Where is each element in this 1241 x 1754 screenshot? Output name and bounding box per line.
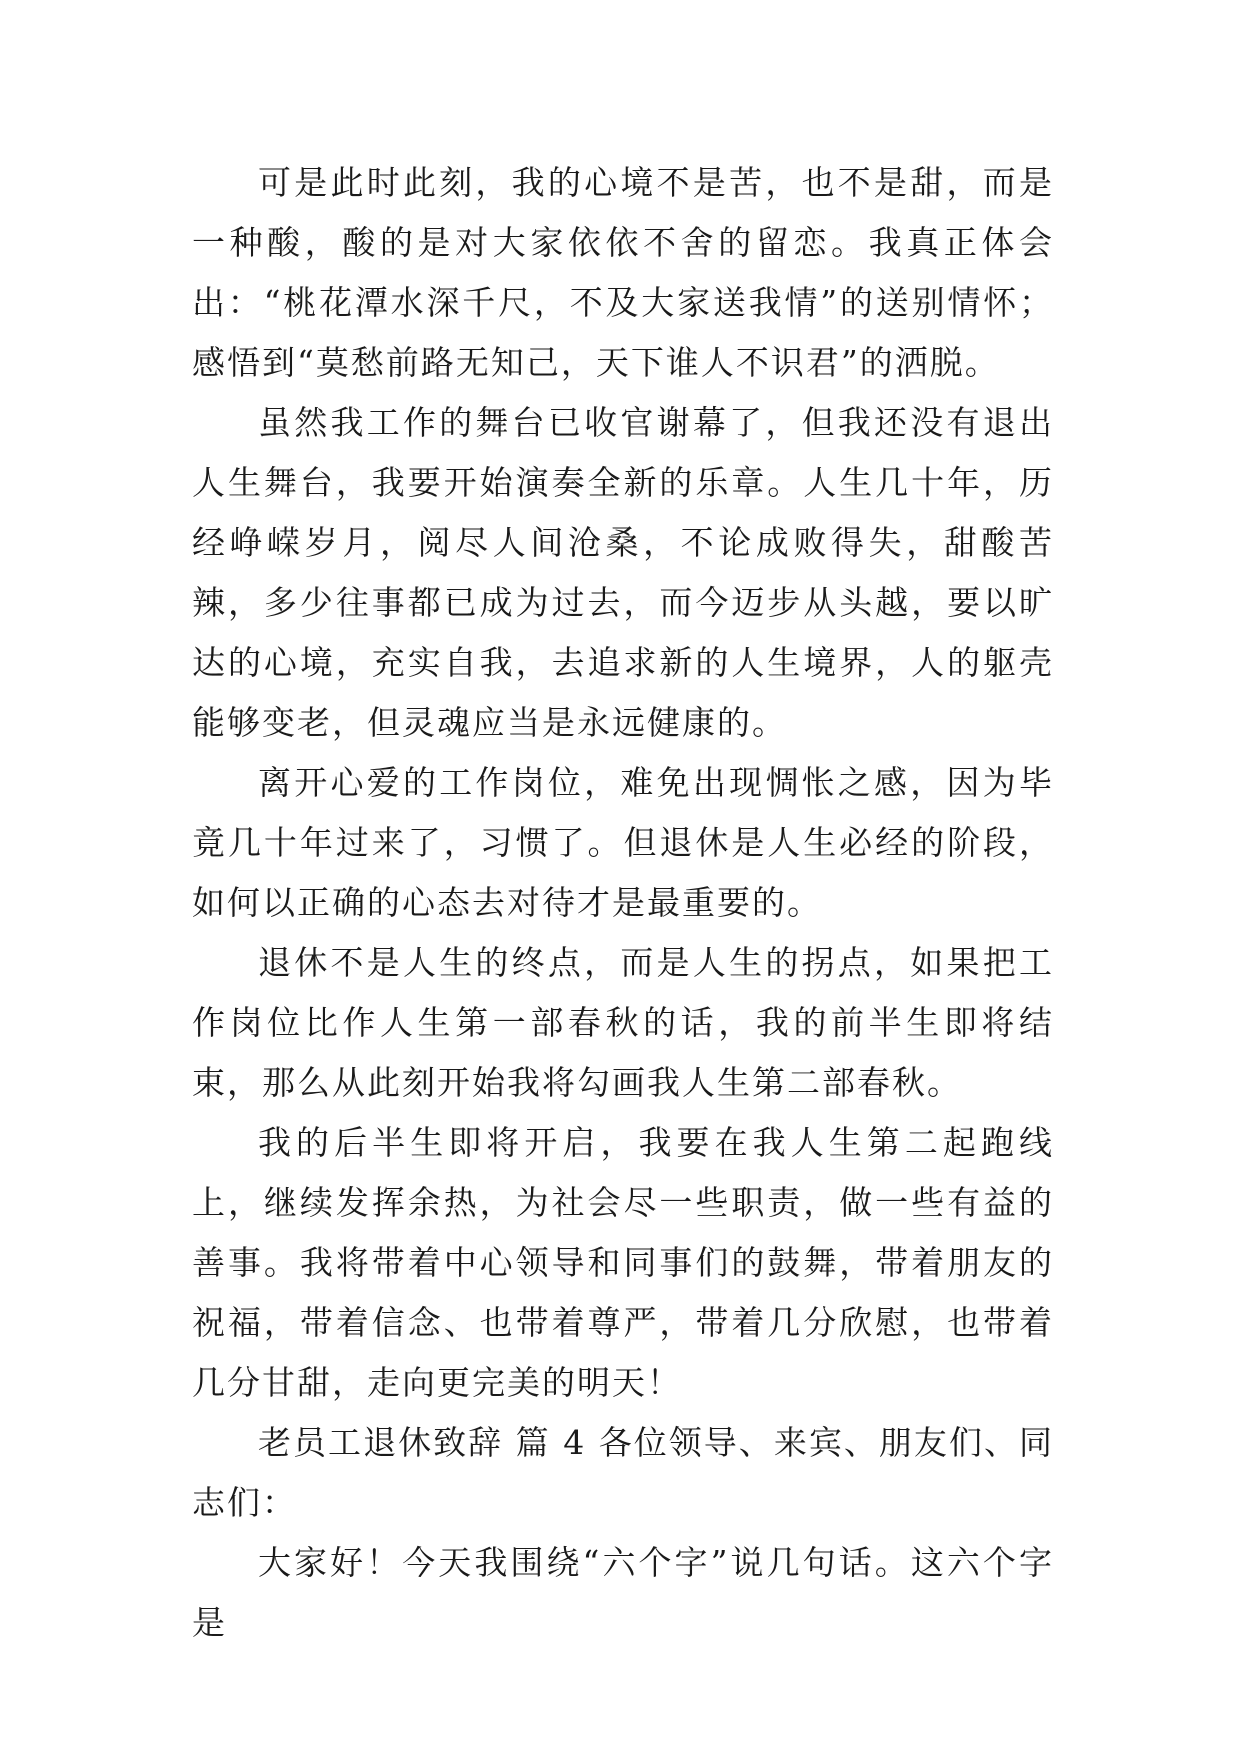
- paragraph: 大家好！今天我围绕“六个字”说几句话。这六个字是: [192, 1543, 1054, 1642]
- paragraph: 我的后半生即将开启，我要在我人生第二起跑线上，继续发挥余热，为社会尽一些职责，做一些有益的善事。我将带着中心领导和同事们的鼓舞，带着朋友的祝福，带着信念、也带着尊严，带着几分欣慰，也带着几分甘甜，走向更完美的明天！: [192, 1123, 1054, 1402]
- paragraph: 可是此时此刻，我的心境不是苦，也不是甜，而是一种酸，酸的是对大家依依不舍的留恋。我真正体会出：“桃花潭水深千尺，不及大家送我情”的送别情怀；感悟到“莫愁前路无知己，天下谁人不识君”的洒脱。: [192, 163, 1054, 382]
- paragraph: 退休不是人生的终点，而是人生的拐点，如果把工作岗位比作人生第一部春秋的话，我的前半生即将结束，那么从此刻开始我将勾画我人生第二部春秋。: [192, 943, 1054, 1102]
- paragraph: 虽然我工作的舞台已收官谢幕了，但我还没有退出人生舞台，我要开始演奏全新的乐章。人生几十年，历经峥嵘岁月，阅尽人间沧桑，不论成败得失，甜酸苦辣，多少往事都已成为过去，而今迈步从头越，要以旷达的心境，充实自我，去追求新的人生境界，人的躯壳能够变老，但灵魂应当是永远健康的。: [192, 403, 1054, 742]
- body-text: [192, 153, 1054, 1653]
- section-heading-paragraph: 老员工退休致辞 篇 4 各位领导、来宾、朋友们、同志们：: [192, 1423, 1054, 1522]
- paragraph: 离开心爱的工作岗位，难免出现惆怅之感，因为毕竟几十年过来了，习惯了。但退休是人生必经的阶段，如何以正确的心态去对待才是最重要的。: [192, 763, 1054, 922]
